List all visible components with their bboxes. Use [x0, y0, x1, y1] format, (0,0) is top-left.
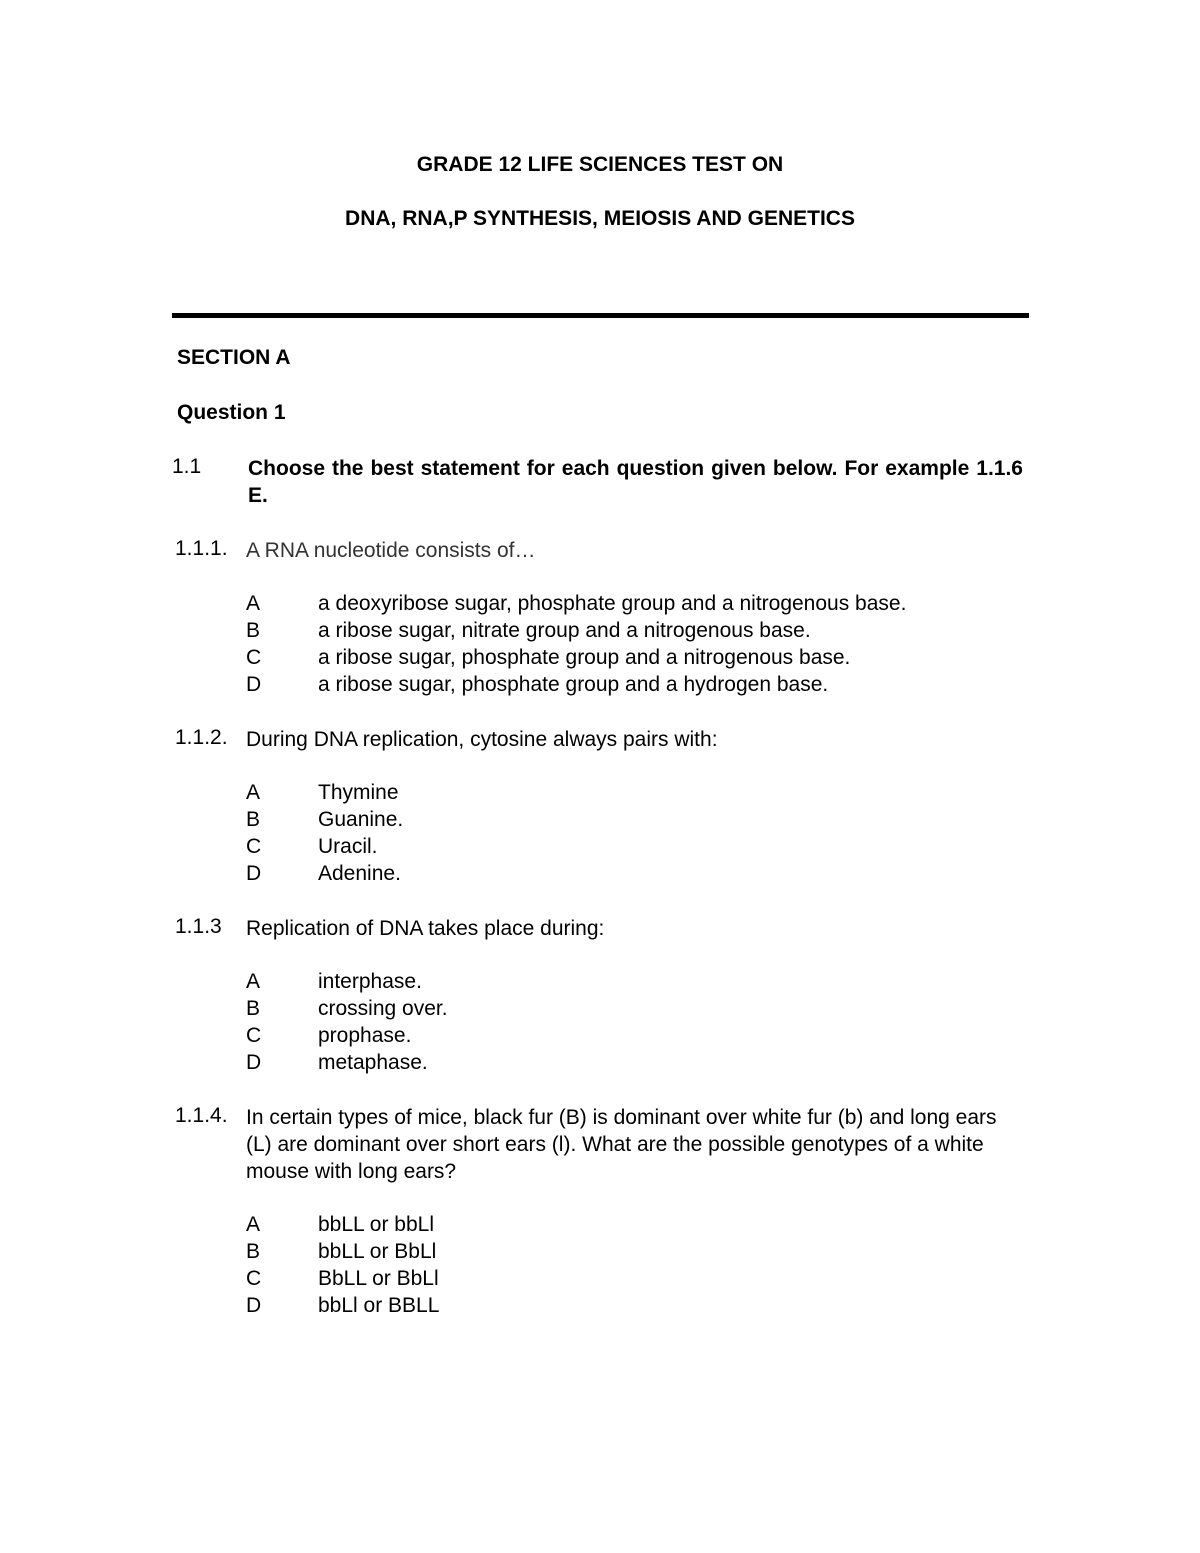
option-text: Adenine.: [318, 862, 401, 885]
option-letter: C: [246, 1024, 262, 1047]
option-text: Guanine.: [318, 808, 404, 831]
question-text: A RNA nucleotide consists of…: [246, 539, 536, 562]
horizontal-rule: [172, 313, 1029, 318]
question-number: 1.1.4.: [175, 1104, 228, 1127]
option-letter: A: [246, 970, 261, 993]
option-text: bbLL or BbLl: [318, 1240, 437, 1263]
document-title: GRADE 12 LIFE SCIENCES TEST ON: [416, 153, 784, 176]
document-subtitle: DNA, RNA,P SYNTHESIS, MEIOSIS AND GENETICS: [345, 207, 855, 230]
option-letter: B: [246, 997, 261, 1020]
option-letter: A: [246, 1213, 261, 1236]
option-letter: B: [246, 1240, 261, 1263]
option-letter: C: [246, 1267, 262, 1290]
instruction-text: Choose the best statement for each question given below. For example 1.1.6 E.: [248, 457, 1023, 507]
option-letter: D: [246, 1294, 262, 1317]
option-text: a ribose sugar, nitrate group and a nitrogenous base.: [318, 619, 811, 642]
option-text: a deoxyribose sugar, phosphate group and a nitrogenous base.: [318, 592, 907, 615]
option-letter: A: [246, 592, 261, 615]
question-heading: Question 1: [177, 401, 286, 424]
question-text: Replication of DNA takes place during:: [246, 917, 605, 940]
option-text: prophase.: [318, 1024, 412, 1047]
option-text: crossing over.: [318, 997, 448, 1020]
section-heading: SECTION A: [177, 346, 291, 369]
option-text: metaphase.: [318, 1051, 428, 1074]
option-text: a ribose sugar, phosphate group and a nitrogenous base.: [318, 646, 851, 669]
option-letter: D: [246, 862, 262, 885]
option-text: a ribose sugar, phosphate group and a hydrogen base.: [318, 673, 829, 696]
instruction-number: 1.1: [172, 455, 202, 478]
option-letter: D: [246, 1051, 262, 1074]
option-text: Uracil.: [318, 835, 378, 858]
question-number: 1.1.1.: [175, 537, 228, 560]
option-text: BbLL or BbLl: [318, 1267, 439, 1290]
option-text: Thymine: [318, 781, 399, 804]
option-letter: A: [246, 781, 261, 804]
option-letter: B: [246, 808, 261, 831]
option-letter: B: [246, 619, 261, 642]
option-letter: C: [246, 646, 262, 669]
option-text: bbLl or BBLL: [318, 1294, 440, 1317]
question-text: In certain types of mice, black fur (B) is dominant over white fur (b) and long ears (L) are dominant over short ears (l). What are the possible genotypes of a white mouse with long ears?: [246, 1106, 997, 1183]
option-letter: D: [246, 673, 262, 696]
option-text: bbLL or bbLl: [318, 1213, 434, 1236]
question-number: 1.1.3: [175, 915, 222, 938]
question-number: 1.1.2.: [175, 726, 228, 749]
option-text: interphase.: [318, 970, 422, 993]
question-text: During DNA replication, cytosine always pairs with:: [246, 728, 718, 751]
option-letter: C: [246, 835, 262, 858]
